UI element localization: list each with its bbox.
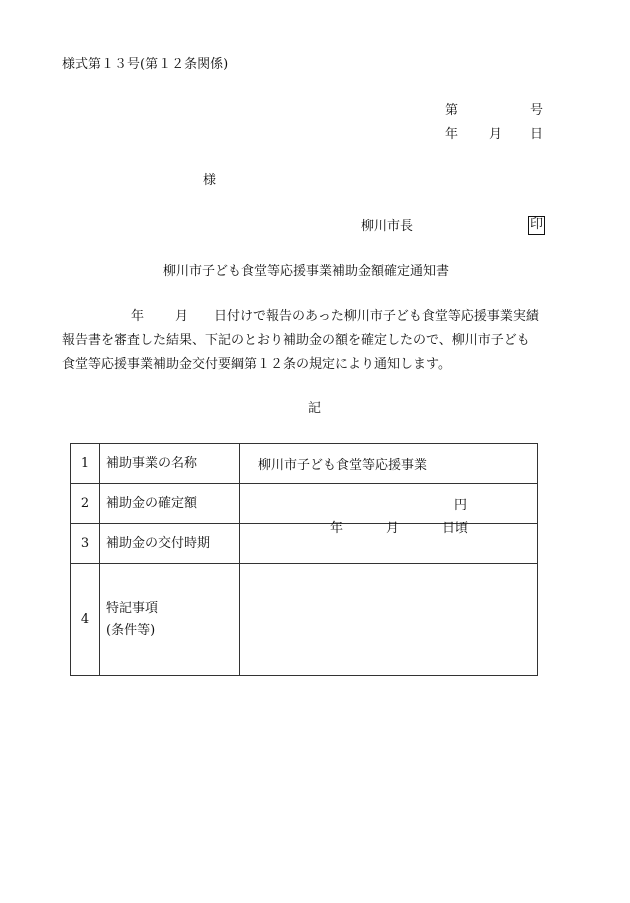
table-row — [71, 564, 538, 676]
row-number: 1 — [71, 444, 100, 484]
row-value: 柳川市子ども食堂等応援事業 — [240, 444, 538, 484]
document-title: 柳川市子ども食堂等応援事業補助金額確定通知書 — [163, 264, 450, 279]
date-day-label: 日 — [530, 127, 544, 142]
row-item: 補助金の交付時期 — [100, 524, 240, 564]
body-line-3: 食堂等応援事業補助金交付要綱第１２条の規定により通知します。 — [62, 357, 451, 372]
row-number: 3 — [71, 524, 100, 564]
document-number-suffix: 号 — [530, 103, 544, 118]
seal-mark: 印 — [528, 216, 545, 235]
body-line-2: 報告書を審査した結果、下記のとおり補助金の額を確定したので、柳川市子ども — [62, 333, 530, 348]
row-value: 円 — [240, 484, 538, 524]
body-line-1-rest: 日付けで報告のあった柳川市子ども食堂等応援事業実績 — [214, 309, 539, 324]
row-value — [240, 521, 538, 564]
row-item-sub: (条件等) — [106, 622, 156, 638]
document-number-label: 第 — [445, 103, 459, 118]
delivery-day: 日頃 — [442, 521, 469, 536]
body-year: 年 — [131, 309, 145, 324]
addressee-honorific: 様 — [203, 173, 217, 188]
table-row — [71, 444, 538, 484]
record-mark: 記 — [308, 401, 322, 416]
row-value — [240, 564, 538, 676]
row-number: 4 — [71, 564, 100, 676]
details-table — [70, 443, 538, 676]
notice-body — [62, 305, 582, 377]
body-month: 月 — [175, 309, 189, 324]
row-item: 補助事業の名称 — [100, 444, 240, 484]
row-item — [100, 564, 240, 676]
issuer-name: 柳川市長 — [361, 219, 414, 234]
date-month-label: 月 — [489, 127, 503, 142]
row-item: 補助金の確定額 — [100, 484, 240, 524]
row-number: 2 — [71, 484, 100, 524]
delivery-month: 月 — [386, 521, 400, 536]
table-row — [71, 524, 538, 564]
form-number: 様式第１３号(第１２条関係) — [62, 57, 229, 72]
delivery-year: 年 — [330, 521, 344, 536]
row-item-main: 特記事項 — [106, 600, 159, 616]
body-line-1 — [62, 305, 582, 329]
date-year-label: 年 — [445, 127, 459, 142]
